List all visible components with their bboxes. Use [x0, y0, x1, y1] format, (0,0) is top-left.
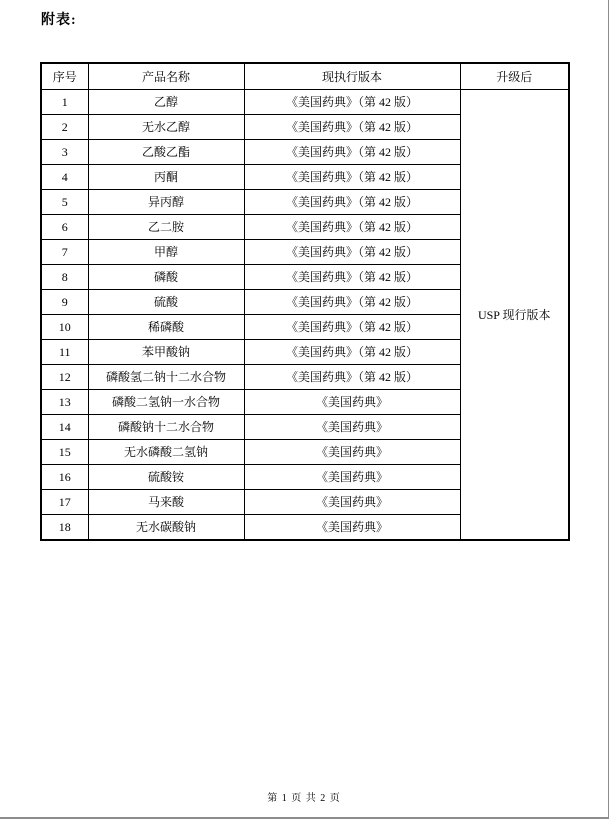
cell-version: 《美国药典》（第 42 版） [244, 315, 460, 340]
cell-serial: 6 [41, 215, 88, 240]
cell-product-name: 丙酮 [88, 165, 244, 190]
cell-product-name: 磷酸钠十二水合物 [88, 415, 244, 440]
cell-version: 《美国药典》（第 42 版） [244, 190, 460, 215]
header-serial: 序号 [41, 63, 88, 90]
cell-product-name: 乙二胺 [88, 215, 244, 240]
table-header-row [41, 63, 569, 90]
cell-serial: 7 [41, 240, 88, 265]
cell-upgrade-merged: USP 现行版本 [460, 90, 569, 541]
table-row [41, 90, 569, 115]
cell-product-name: 磷酸 [88, 265, 244, 290]
cell-version: 《美国药典》（第 42 版） [244, 340, 460, 365]
cell-product-name: 乙酸乙酯 [88, 140, 244, 165]
cell-product-name: 马来酸 [88, 490, 244, 515]
cell-version: 《美国药典》 [244, 515, 460, 541]
cell-product-name: 无水磷酸二氢钠 [88, 440, 244, 465]
cell-serial: 14 [41, 415, 88, 440]
page-number-footer: 第 1 页 共 2 页 [267, 793, 341, 804]
cell-product-name: 甲醇 [88, 240, 244, 265]
cell-version: 《美国药典》 [244, 465, 460, 490]
cell-product-name: 无水乙醇 [88, 115, 244, 140]
cell-version: 《美国药典》（第 42 版） [244, 365, 460, 390]
cell-version: 《美国药典》（第 42 版） [244, 215, 460, 240]
cell-product-name: 乙醇 [88, 90, 244, 115]
page-title: 附表: [41, 13, 77, 28]
product-version-table [40, 62, 570, 541]
header-current-version: 现执行版本 [244, 63, 460, 90]
cell-product-name: 无水碳酸钠 [88, 515, 244, 541]
cell-product-name: 硫酸铵 [88, 465, 244, 490]
cell-version: 《美国药典》（第 42 版） [244, 265, 460, 290]
cell-serial: 15 [41, 440, 88, 465]
cell-version: 《美国药典》（第 42 版） [244, 240, 460, 265]
cell-version: 《美国药典》（第 42 版） [244, 165, 460, 190]
cell-version: 《美国药典》（第 42 版） [244, 90, 460, 115]
cell-serial: 1 [41, 90, 88, 115]
cell-serial: 11 [41, 340, 88, 365]
cell-version: 《美国药典》 [244, 440, 460, 465]
cell-version: 《美国药典》（第 42 版） [244, 140, 460, 165]
cell-version: 《美国药典》（第 42 版） [244, 290, 460, 315]
cell-serial: 16 [41, 465, 88, 490]
cell-serial: 12 [41, 365, 88, 390]
cell-version: 《美国药典》（第 42 版） [244, 115, 460, 140]
cell-serial: 2 [41, 115, 88, 140]
cell-version: 《美国药典》 [244, 415, 460, 440]
cell-product-name: 硫酸 [88, 290, 244, 315]
cell-serial: 9 [41, 290, 88, 315]
cell-serial: 17 [41, 490, 88, 515]
cell-serial: 10 [41, 315, 88, 340]
header-after-upgrade: 升级后 [460, 63, 569, 90]
cell-product-name: 异丙醇 [88, 190, 244, 215]
cell-product-name: 稀磷酸 [88, 315, 244, 340]
cell-serial: 3 [41, 140, 88, 165]
cell-version: 《美国药典》 [244, 490, 460, 515]
header-product-name: 产品名称 [88, 63, 244, 90]
cell-serial: 18 [41, 515, 88, 541]
cell-serial: 4 [41, 165, 88, 190]
cell-product-name: 磷酸二氢钠一水合物 [88, 390, 244, 415]
cell-serial: 5 [41, 190, 88, 215]
cell-product-name: 磷酸氢二钠十二水合物 [88, 365, 244, 390]
cell-product-name: 苯甲酸钠 [88, 340, 244, 365]
cell-version: 《美国药典》 [244, 390, 460, 415]
cell-serial: 8 [41, 265, 88, 290]
cell-serial: 13 [41, 390, 88, 415]
